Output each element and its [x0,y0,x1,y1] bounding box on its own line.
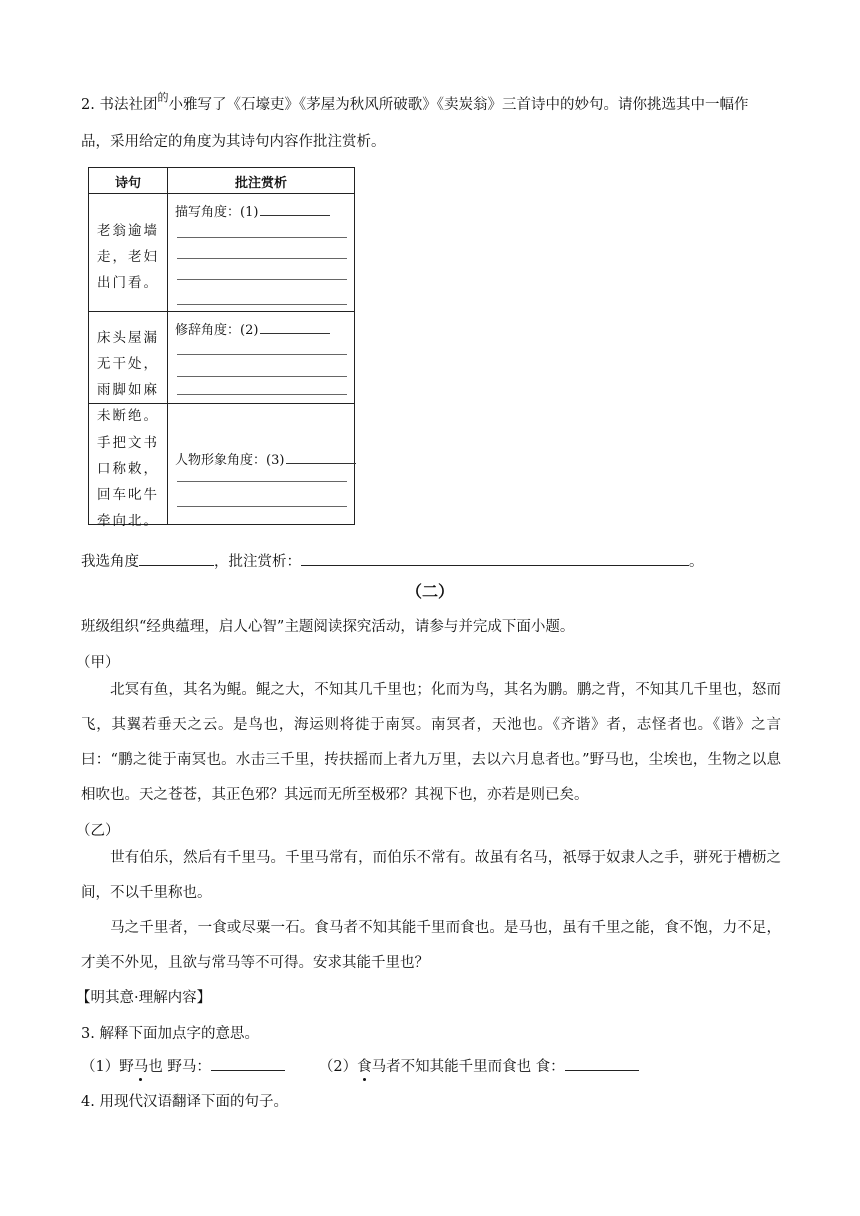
activity-intro: 班级组织“经典蕴理，启人心智”主题阅读探究活动，请参与并完成下面小题。 [81,619,575,635]
row-divider [89,311,354,312]
dotted-char: 食 [357,1059,372,1075]
answer-line[interactable] [177,506,347,507]
answer-line[interactable] [177,279,347,280]
passage-yi-paragraph-1: 世有伯乐，然后有千里马。千里马常有，而伯乐不常有。故虽有名马，祇辱于奴隶人之手，骈死于槽枥之间，不以千里称也。 [81,850,781,901]
answer-blank[interactable] [211,1056,285,1071]
answer-line[interactable] [177,376,347,377]
column-divider [167,168,168,524]
answer-line[interactable] [177,258,347,259]
answer-line[interactable] [177,354,347,355]
answer-blank[interactable] [260,203,330,216]
poem-line-2: 床头屋漏无干处，雨脚如麻未断绝。 [97,330,159,424]
question-2-line-2: 品，采用给定的角度为其诗句内容作批注赏析。 [81,134,386,150]
answer-line[interactable] [177,304,347,305]
passage-jia-label: （甲） [76,655,120,671]
answer-line[interactable] [177,394,347,395]
angle-label-3: 人物形象角度：(3) [175,449,356,468]
angle-blank[interactable] [139,551,214,566]
answer-line[interactable] [177,237,347,238]
passage-jia: 北冥有鱼，其名为鲲。鲲之大，不知其几千里也；化而为鸟，其名为鹏。鹏之背，不知其几千里也，怒而飞，其翼若垂天之云。是鸟也，海运则将徙于南冥。南冥者，天池也。《齐谐》者，志怪者也。《谐》之言曰：“鹏之徙于南冥也。水击三千里，抟扶摇而上者九万里，去以六月息者也。”野马也，尘埃也，生物之以息相吹也。天之苍苍，其正色邪？其远而无所至极邪？其视下也，亦若是则已矣。 [81,682,781,803]
table-header [89,168,354,194]
answer-line[interactable] [177,481,347,482]
section-heading: 【明其意·理解内容】 [76,990,212,1006]
stray-superscript-char: 的 [157,91,169,104]
header-annotation: 批注赏析 [234,176,287,191]
answer-blank[interactable] [286,451,356,464]
angle-label-1: 描写角度：(1) [175,201,330,220]
question-3-items: （1）野马也 野马： （2）食马者不知其能千里而食也 食： [81,1056,639,1077]
question-2-line-1: 2. 书法社团$^的$小雅写了《石壕吏》《茅屋为秋风所破歌》《卖炭翁》三首诗中的妙句。请你挑选其中一幅作 [81,91,749,113]
passage-yi-paragraph-2: 马之千里者，一食或尽粟一石。食马者不知其能千里而食也。是马也，虽有千里之能，食不饱，力不足，才美不外见，且欲与常马等不可得。安求其能千里也？ [81,920,781,971]
passage-yi-label: （乙） [76,823,120,839]
choose-angle-line: 我选角度 ，批注赏析： 。 [81,551,704,572]
answer-blank[interactable] [260,321,330,334]
answer-blank[interactable] [565,1056,639,1071]
section-title: （二） [405,582,454,601]
question-3: 3. 解释下面加点字的意思。 [81,1026,259,1042]
angle-label-2: 修辞角度：(2) [175,319,330,338]
poem-line-3: 手把文书口称敕，回车叱牛牵向北。 [97,435,159,529]
question-4: 4. 用现代汉语翻译下面的句子。 [81,1094,288,1110]
annotation-table [88,167,355,529]
annotation-blank[interactable] [301,551,689,566]
header-poem: 诗句 [114,176,141,191]
poem-line-1: 老翁逾墙走，老妇出门看。 [97,223,159,291]
dotted-char: 马 [133,1059,149,1075]
